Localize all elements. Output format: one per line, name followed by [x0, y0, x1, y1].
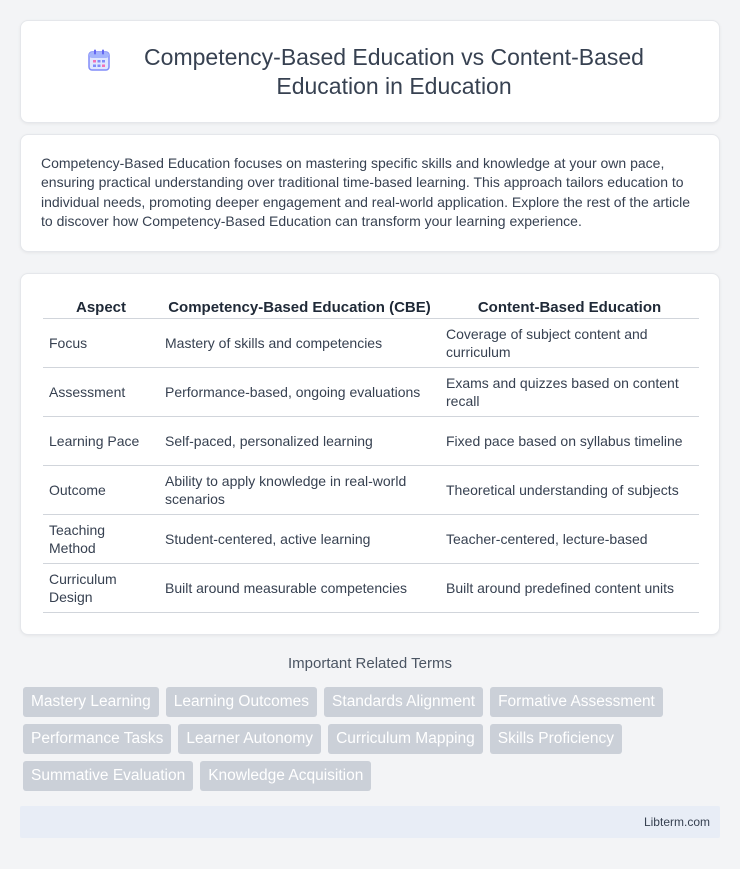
- row-content: Built around predefined content units: [440, 563, 699, 612]
- related-terms-list: [23, 687, 723, 798]
- header-card: [20, 20, 720, 123]
- row-cbe: Built around measurable competencies: [159, 563, 440, 612]
- intro-text: Competency-Based Education focuses on mastering specific skills and knowledge at your own pace, ensuring practical understanding over traditional time-based learning. This approach tailors education to individual needs, promoting deeper engagement and real-world application. Explore the rest of the article to discover how Competency-Based Education can transform your learning experience.: [41, 155, 691, 229]
- term-tag[interactable]: Mastery Learning: [23, 687, 159, 717]
- row-aspect: Teaching Method: [43, 514, 159, 563]
- title-wrap: [86, 43, 654, 101]
- row-aspect: Outcome: [43, 465, 159, 514]
- row-cbe: Performance-based, ongoing evaluations: [159, 367, 440, 416]
- header-aspect: Aspect: [43, 296, 159, 318]
- term-tag[interactable]: Learner Autonomy: [178, 724, 321, 754]
- row-content: Theoretical understanding of subjects: [440, 465, 699, 514]
- footer: [20, 806, 720, 838]
- row-cbe: Ability to apply knowledge in real-world scenarios: [159, 465, 440, 514]
- row-aspect: Focus: [43, 318, 159, 367]
- table-row: [43, 318, 699, 367]
- table-header-row: [43, 296, 699, 318]
- row-aspect: Curriculum Design: [43, 563, 159, 612]
- term-tag[interactable]: Skills Proficiency: [490, 724, 622, 754]
- row-aspect: Assessment: [43, 367, 159, 416]
- term-tag[interactable]: Standards Alignment: [324, 687, 483, 717]
- table-row: [43, 416, 699, 465]
- row-content: Teacher-centered, lecture-based: [440, 514, 699, 563]
- footer-site-link[interactable]: Libterm.com: [643, 815, 710, 829]
- term-tag[interactable]: Curriculum Mapping: [328, 724, 483, 754]
- table-row: [43, 465, 699, 514]
- header-content-based: Content-Based Education: [440, 296, 699, 318]
- related-terms-title: Important Related Terms: [288, 655, 452, 672]
- term-tag[interactable]: Performance Tasks: [23, 724, 171, 754]
- table-row: [43, 367, 699, 416]
- calendar-icon: [86, 47, 112, 73]
- row-cbe: Mastery of skills and competencies: [159, 318, 440, 367]
- intro-card: [20, 134, 720, 252]
- page-title: Competency-Based Education vs Content-Based Education in Education: [144, 43, 644, 99]
- row-cbe: Student-centered, active learning: [159, 514, 440, 563]
- header-cbe: Competency-Based Education (CBE): [159, 296, 440, 318]
- table-row: [43, 514, 699, 563]
- row-cbe: Self-paced, personalized learning: [159, 416, 440, 465]
- row-content: Exams and quizzes based on content recall: [440, 367, 699, 416]
- table-row: [43, 563, 699, 612]
- term-tag[interactable]: Summative Evaluation: [23, 761, 193, 791]
- row-content: Fixed pace based on syllabus timeline: [440, 416, 699, 465]
- row-content: Coverage of subject content and curriculum: [440, 318, 699, 367]
- term-tag[interactable]: Learning Outcomes: [166, 687, 317, 717]
- comparison-table-card: [20, 273, 720, 635]
- comparison-table: [43, 296, 699, 613]
- term-tag[interactable]: Knowledge Acquisition: [200, 761, 371, 791]
- term-tag[interactable]: Formative Assessment: [490, 687, 663, 717]
- row-aspect: Learning Pace: [43, 416, 159, 465]
